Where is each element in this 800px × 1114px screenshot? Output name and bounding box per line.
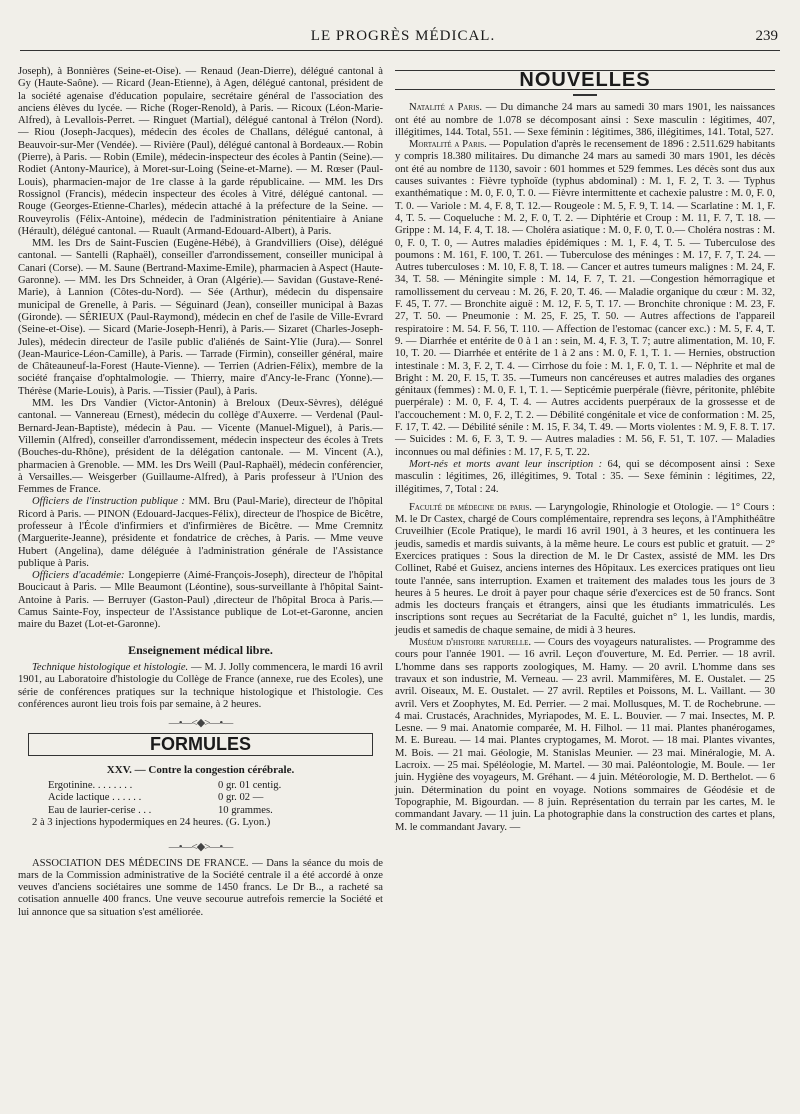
formula-title: XXV. — Contre la congestion cérébrale.: [106, 763, 295, 776]
paragraph-text: — Population d'après le recensement de 1896 : 2.511.629 habitants y compris 18.380 militaires. Du dimanche 24 mars au samedi 30 mars 1901, les décès ont été au nombre de 1130, savoir : 601 hommes et 529 femmes. Les décès sont dus aux causes suivantes : Fièvre typhoïde (typhus abdominal) : M. 1, F. 2, T. 3. — Typhus exanthématique : M. 0, F. 0, T. 0. — Fièvre intermittente et cachexie palustre : M. 0, F. 0, T. 0. — Variole : M. 4, F. 8, T. 12.— Rougeole : M. 5, F. 9, T. 14. — Scarlatine : M. 1, F. 4, T. 5. — Coqueluche : M. 2, F. 0, T. 2. — Diphtérie et Croup : M. 11, F. 7, T. 18. — Grippe : M. 14, F. 4, T. 18. — Choléra asiatique : M. 0, F. 0, T. 0.— Choléra nostras : M. 0, F. 0, T. 0, — Autres maladies épidémiques : M. 1, F. 4, T. 5. — Tuberculose des poumons : M. 161, F. 100, T. 261. — Tuberculose des méninges : M. 17, F. 7, T. 24. — Autres tuberculoses : M. 10, F. 8, T. 18. — Cancer et autres tumeurs malignes : M. 24, F. 34, T. 58. — Méningite simple : M. 14, F. 7, T. 21. —Congestion hémorragique et ramollissement du cerveau : M. 26, F. 20, T. 46. — Maladie organique du cœur : M. 32, F. 45, T. 77. — Bronchite aiguë : M. 12, F. 5, T. 17. — Bronchite chronique : M. 23, F. 27, T. 50. — Pneumonie : M. 25, F. 25, T. 50. — Autres affections de l'appareil respiratoire : M. 54. F. 56, T. 110. — Affection de l'estomac (cancer exc.) : M. 5, F. 4, T. 9. — Diarrhée et entérite de 0 à 1 an : sein, M. 4, F. 3, T. 7; autre alimentation, M. 10, F. 10, T. 20. — Diarrhée et entérite de 1 à 2 ans : M. 0, F. 1, T. 1. — Hernies, obstruction intestinale : M. 3, F. 2, T. 4. — Cirrhose du foie : M. 1, F. 0, T. 1. — Néphrite et mal de Bright : M. 20, F. 15, T. 35. —Tumeurs non cancéreuses et autres maladies des organes génitaux (femmes) : M. 0, F. 1, T. 1. — Septicémie puerpérale (fièvre, péritonite, phlébite puerpérale) : M. 0, F. 4, T. 4. — Autres accidents puerpéraux de la grossesse et de l'accouchement : M. 0, F. 2, T. 2. — Débilité congénitale et vice de conformation : M. 25, F. 17, T. 42. — Débilité sénile : M. 15, F. 34, T. 49. — Morts violentes : M. 9, F. 8. T. 17. — Suicides : M. 6, F. 3, T. 9. — Autres maladies : M. 56, F. 51, T. 107. — Maladies inconnues ou mal définies : M. 17, F. 5, T. 22.: [395, 139, 775, 458]
formula-list: [18, 780, 383, 817]
section-label: Natalité a Paris.: [409, 102, 482, 114]
paragraph: MM. les Drs de Saint-Fuscien (Eugène-Hébé), à Grandvilliers (Oise), délégué cantonal. — Santelli (Raphaël), conseiller d'arrondissement, conseiller municipal à Canari (Corse). — M. Saune (Bertrand-Maxime-Emile), pharmacien à Aspect (Haute-Garonne). — MM. les Drs Schneider, à Oran (Algérie).— Savidan (Gustave-René-Marie), à Lannion (Côtes-du-Nord). — Sée (Arthur), médecin du dispensaire municipal de Grenelle, à Paris. — Séguinard (Jean), conseiller municipal à Bazas (Gironde). — SÉRIEUX (Paul-Raymond), médecin en chef de l'asile de Ville-Evrard (Seine-et-Oise). — Sicard (Marie-Joseph-Henri), à Paris.— Sizaret (Charles-Joseph-Jules), médecin directeur de l'asile public d'aliénés de Saint-Ylie (Jura).— Sonrel (Jean-Maurice-Léon-Camille), à Paris. — Tarrade (Firmin), conseiller général, maire de Châteauneuf-la-Forest (Haute-Vienne). — Terrien (Adrien-Félix), membre de la société française d'ophtalmologie. — Thierry, maire d'Ancy-le-Franc (Yonne).— Thérèse (Marie-Louis), à Paris. —Tissier (Paul), à Paris.: [18, 238, 383, 397]
ornament-divider: —•—<◆>—•—: [168, 717, 233, 730]
section-label: Officiers d'académie:: [32, 570, 125, 582]
section-label: Muséum d'histoire naturelle.: [409, 637, 532, 649]
quantity: 0 gr. 01 centig.: [218, 780, 282, 792]
section-label: Technique histologique et histologie.: [32, 661, 189, 673]
ingredient: Ergotinine. . . . . . . .: [48, 780, 133, 792]
paragraph-text: — M. J. Jolly commencera, le mardi 16 avril 1901, au Laboratoire d'histologie du Collège de France (annexe, rue des Ecoles), une série de conférences pratiques sur la technique histologique et l'histologie. Ces conférences auront lieu trois fois par semaine, à 2 heures.: [18, 661, 383, 710]
ingredient: Acide lactique . . . . . .: [48, 792, 142, 804]
nouvelles-heading: NOUVELLES: [395, 70, 775, 90]
section-label: Officiers de l'instruction publique :: [32, 496, 186, 508]
left-column: [18, 66, 383, 919]
paragraph: [18, 570, 383, 631]
paragraph: [395, 502, 775, 637]
paragraph-text: 64, qui se décomposent ainsi : Sexe masculin : légitimes, 26, illégitimes, 9. Total : 35. — Sexe féminin : légitimes, 22, illégitimes, 7, Total : 24.: [395, 458, 776, 495]
paragraph: Joseph), à Bonnières (Seine-et-Oise). — Renaud (Jean-Dierre), délégué cantonal à Gy (Haute-Saône). — Ricard (Jean-Etienne), à Agen, délégué cantonal, président de la société agenaise d'éducation populaire, secrétaire général de l'association des anciens élèves du lycée. — Riche (Roger-Renold), à Paris. — Ricoux (Léon-Marie-Alfred), à Levallois-Perret. — Ringuet (Martial), délégué cantonal à Trélon (Nord). — Riou (Joseph-Jacques), médecin des écoles de Challans, délégué cantonal, à Beauvoir-sur-Mer (Vendée). — Rivière (Paul), délégué cantonal à Bordeaux.— Robin (Pierre), à Paris. — Robin (Emile), médecin-inspecteur des écoles à Pantin (Seine).— Rodiet (Antony-Maurice), à Moret-sur-Loing (Seine-et-Marne). — M. Rœser (Paul-Louis), pharmacien-major de 1re classe à la garde républicaine. — MM. les Drs Rossignol (Francis), médecin inspecteur des écoles à Vitré, délégué cantonal. — Rouge (Georges-Etienne-Charles), médecin attaché à la préfecture de la Seine. — Rouveyrolis (Félix-Antoine), médecin de l'administration pénitentiaire à Aniane (Hérault), délégué cantonal. — Ruault (Armand-Edouard-Albert), à Paris.: [18, 66, 383, 237]
quantity: 0 gr. 02 —: [218, 792, 264, 804]
formula-row: [48, 805, 383, 817]
ingredient: Eau de laurier-cerise . . .: [48, 804, 152, 816]
ornament-divider: —•—<◆>—•—: [168, 841, 233, 854]
journal-title: LE PROGRÈS MÉDICAL.: [310, 28, 496, 44]
paragraph: [395, 139, 775, 459]
paragraph: ASSOCIATION DES MÉDECINS DE FRANCE. — Dans la séance du mois de mars de la Commission administrative de la Société centrale il a été accordé à onze veuves d'anciens sociétaires une somme de 1450 francs. Le Dr B.., a racheté sa cotisation annuelle 400 francs. Une veuve secourue autrefois remercie la Société et lui annonce que sa situation s'est améliorée.: [18, 857, 383, 918]
formula-note: 2 à 3 injections hypodermiques en 24 heures. (G. Lyon.): [32, 816, 271, 828]
paragraph-text: MM. Bru (Paul-Marie), directeur de l'hôpital Ricord à Paris. — PINON (Edouard-Jacques-Félix), directeur de l'hospice de Bicêtre, professeur à l'École d'infirmiers et d'infirmières de Bicêtre. — Mme Cremnitz (Marguerite-Jeanne), présidente et fondatrice de crèches, à Paris. — Mme veuve Hubert (Angelina), dame déléguée à l'administration générale de l'Assistance publique à Paris.: [18, 496, 383, 569]
page-number: 239: [755, 28, 778, 44]
header-rule: [20, 50, 780, 51]
paragraph: [18, 662, 383, 711]
paragraph-text: Longepierre (Aimé-François-Joseph), directeur de l'hôpital Boucicaut à Paris. — Mlle Beaumont (Léontine), sous-surveillante à l'hôpital Saint-Antoine à Paris. — Berruyer (Gaston-Paul) ,directeur de l'hôpital Broca à Paris.— Camus Sainte-Foy, inspecteur de l'Assistance publique de Lot-et-Garonne, ancien maire du Bazet (Lot-et-Garonne).: [18, 570, 383, 631]
section-label: Mortalité a Paris.: [409, 139, 487, 151]
quantity: 10 grammes.: [218, 804, 273, 816]
page-header: [28, 28, 778, 50]
paragraph: [395, 637, 775, 834]
section-heading: Enseignement médical libre.: [128, 642, 273, 657]
paragraph: [395, 102, 775, 139]
paragraph-text: — Du dimanche 24 mars au samedi 30 mars 1901, les naissances ont été au nombre de 1.078 se décomposant ainsi : Sexe masculin : légitimes, 407, illégitimes, 144. Total, 551. — Sexe féminin : légitimes, 386, illégitimes, 141. Total, 527.: [395, 102, 775, 138]
section-label: Mort-nés et morts avant leur inscription :: [409, 458, 603, 470]
formules-heading: FORMULES: [28, 733, 373, 755]
paragraph: [18, 496, 383, 570]
paragraph: MM. les Drs Vandier (Victor-Antonin) à Breloux (Deux-Sèvres), délégué cantonal. — Vannereau (Ernest), médecin du collège d'Auxerre. — Verdenal (Paul-Bernard-Jean-Baptiste), médecin à Pau. — Vicente (Manuel-Miguel), à Paris.— Villemin (Alfred), conseiller d'arrondissement, médecin inspecteur des écoles à Trets (Bouches-du-Rhône), président de la délégation cantonale. — M. Vincent (A.), pharmacien à Grenoble. — MM. les Drs Weill (Paul-Raphaël), médecin conférencier, à Versailles.— Weisgerber (Guillaume-Alfred), à Paris professeur à l'Union des Femmes de France.: [18, 398, 383, 496]
heading-bar: [573, 94, 597, 96]
paragraph-text: — Laryngologie, Rhinologie et Otologie. — 1° Cours : M. le Dr Castex, chargé de Cours complémentaire, reprendra ses leçons, à l'Amphithéâtre Cruveilhier (Ecole Pratique), le mardi 16 avril 1901, à 3 heures, et les continuera les jeudis, samedis et mardis suivants, à la même heure. Le cours est public et gratuit. — 2° Exercices pratiques : Sous la direction de M. le Dr Castex, assisté de MM. les Drs Collinet, Rabé et Guisez, anciens internes des Hôpitaux. Les exercices pratiques ont lieu toute l'année, sans interruption. Examen et traitement des malades tous les jours de 3 heures à 5 heures. Le droit à payer pour chaque série d'exercices est de 50 francs. Sont admis les docteurs français et étrangers, ainsi que les étudiants immatriculés. Les inscriptions sont reçues au Secrétariat de la Faculté, guichet n° 1, les lundis, mardis, jeudis et samedis de chaque semaine, de midi à 3 heures.: [395, 501, 775, 636]
formula-row: [48, 792, 383, 804]
right-column: [395, 70, 775, 834]
paragraph-text: — Cours des voyageurs naturalistes. — Programme des cours pour l'année 1901. — 16 avril. Leçon d'ouverture, M. Ed. Perrier. — 18 avril. L'homme dans ses rapports zoologiques, M. Hamy. — 20 avril. L'homme dans ses travaux et son industrie, M. Verneau. — 23 avril. Mammifères, M. E. Oustalet. — 25 avril. Oiseaux, M. E. Oustalet. — 27 avril. Reptiles et Poissons, M. L. Vaillant. — 30 avril. Vers et Zoophytes, M. Ed. Perrier. — 2 mai. Mollusques, M. T. de Rochebrune. — 4 mai. Crustacés, Arachnides, Myriapodes, M. E. L. Bouvier. — 7 mai. Insectes, M. P. Lesne. — 9 mai. Anatomie comparée, M. H. Filhol. — 11 mai. Plantes phanérogames, M. E. Bureau. — 14 mai. Plantes cryptogames, M. Morot. — 18 mai. Plantes vivantes, M. Bois. — 21 mai. Géologie, M. Stanislas Meunier. — 23 mai. Minéralogie, M. A. Lacroix. — 25 mai. Spéléologie, M. Martel. — 30 mai. Paléontologie, M. Boule. — 1er juin. Hygiène des voyageurs, M. Gréhant. — 4 juin. Météorologie, M. D. Berthelot. — 6 juin. Détermination du point en voyage. Notions sommaires de Géodésie et de Topographie, M. Bigourdan. — 8 juin. Représentation du terrain par les cartes, M. le commandant Javary. — 11 juin. La photographie dans la construction des cartes et plans, M. le commandant Javary. —: [395, 637, 776, 833]
formula-row: [48, 780, 383, 792]
section-label: Faculté de médecine de paris.: [409, 501, 532, 513]
paragraph: [395, 459, 775, 496]
